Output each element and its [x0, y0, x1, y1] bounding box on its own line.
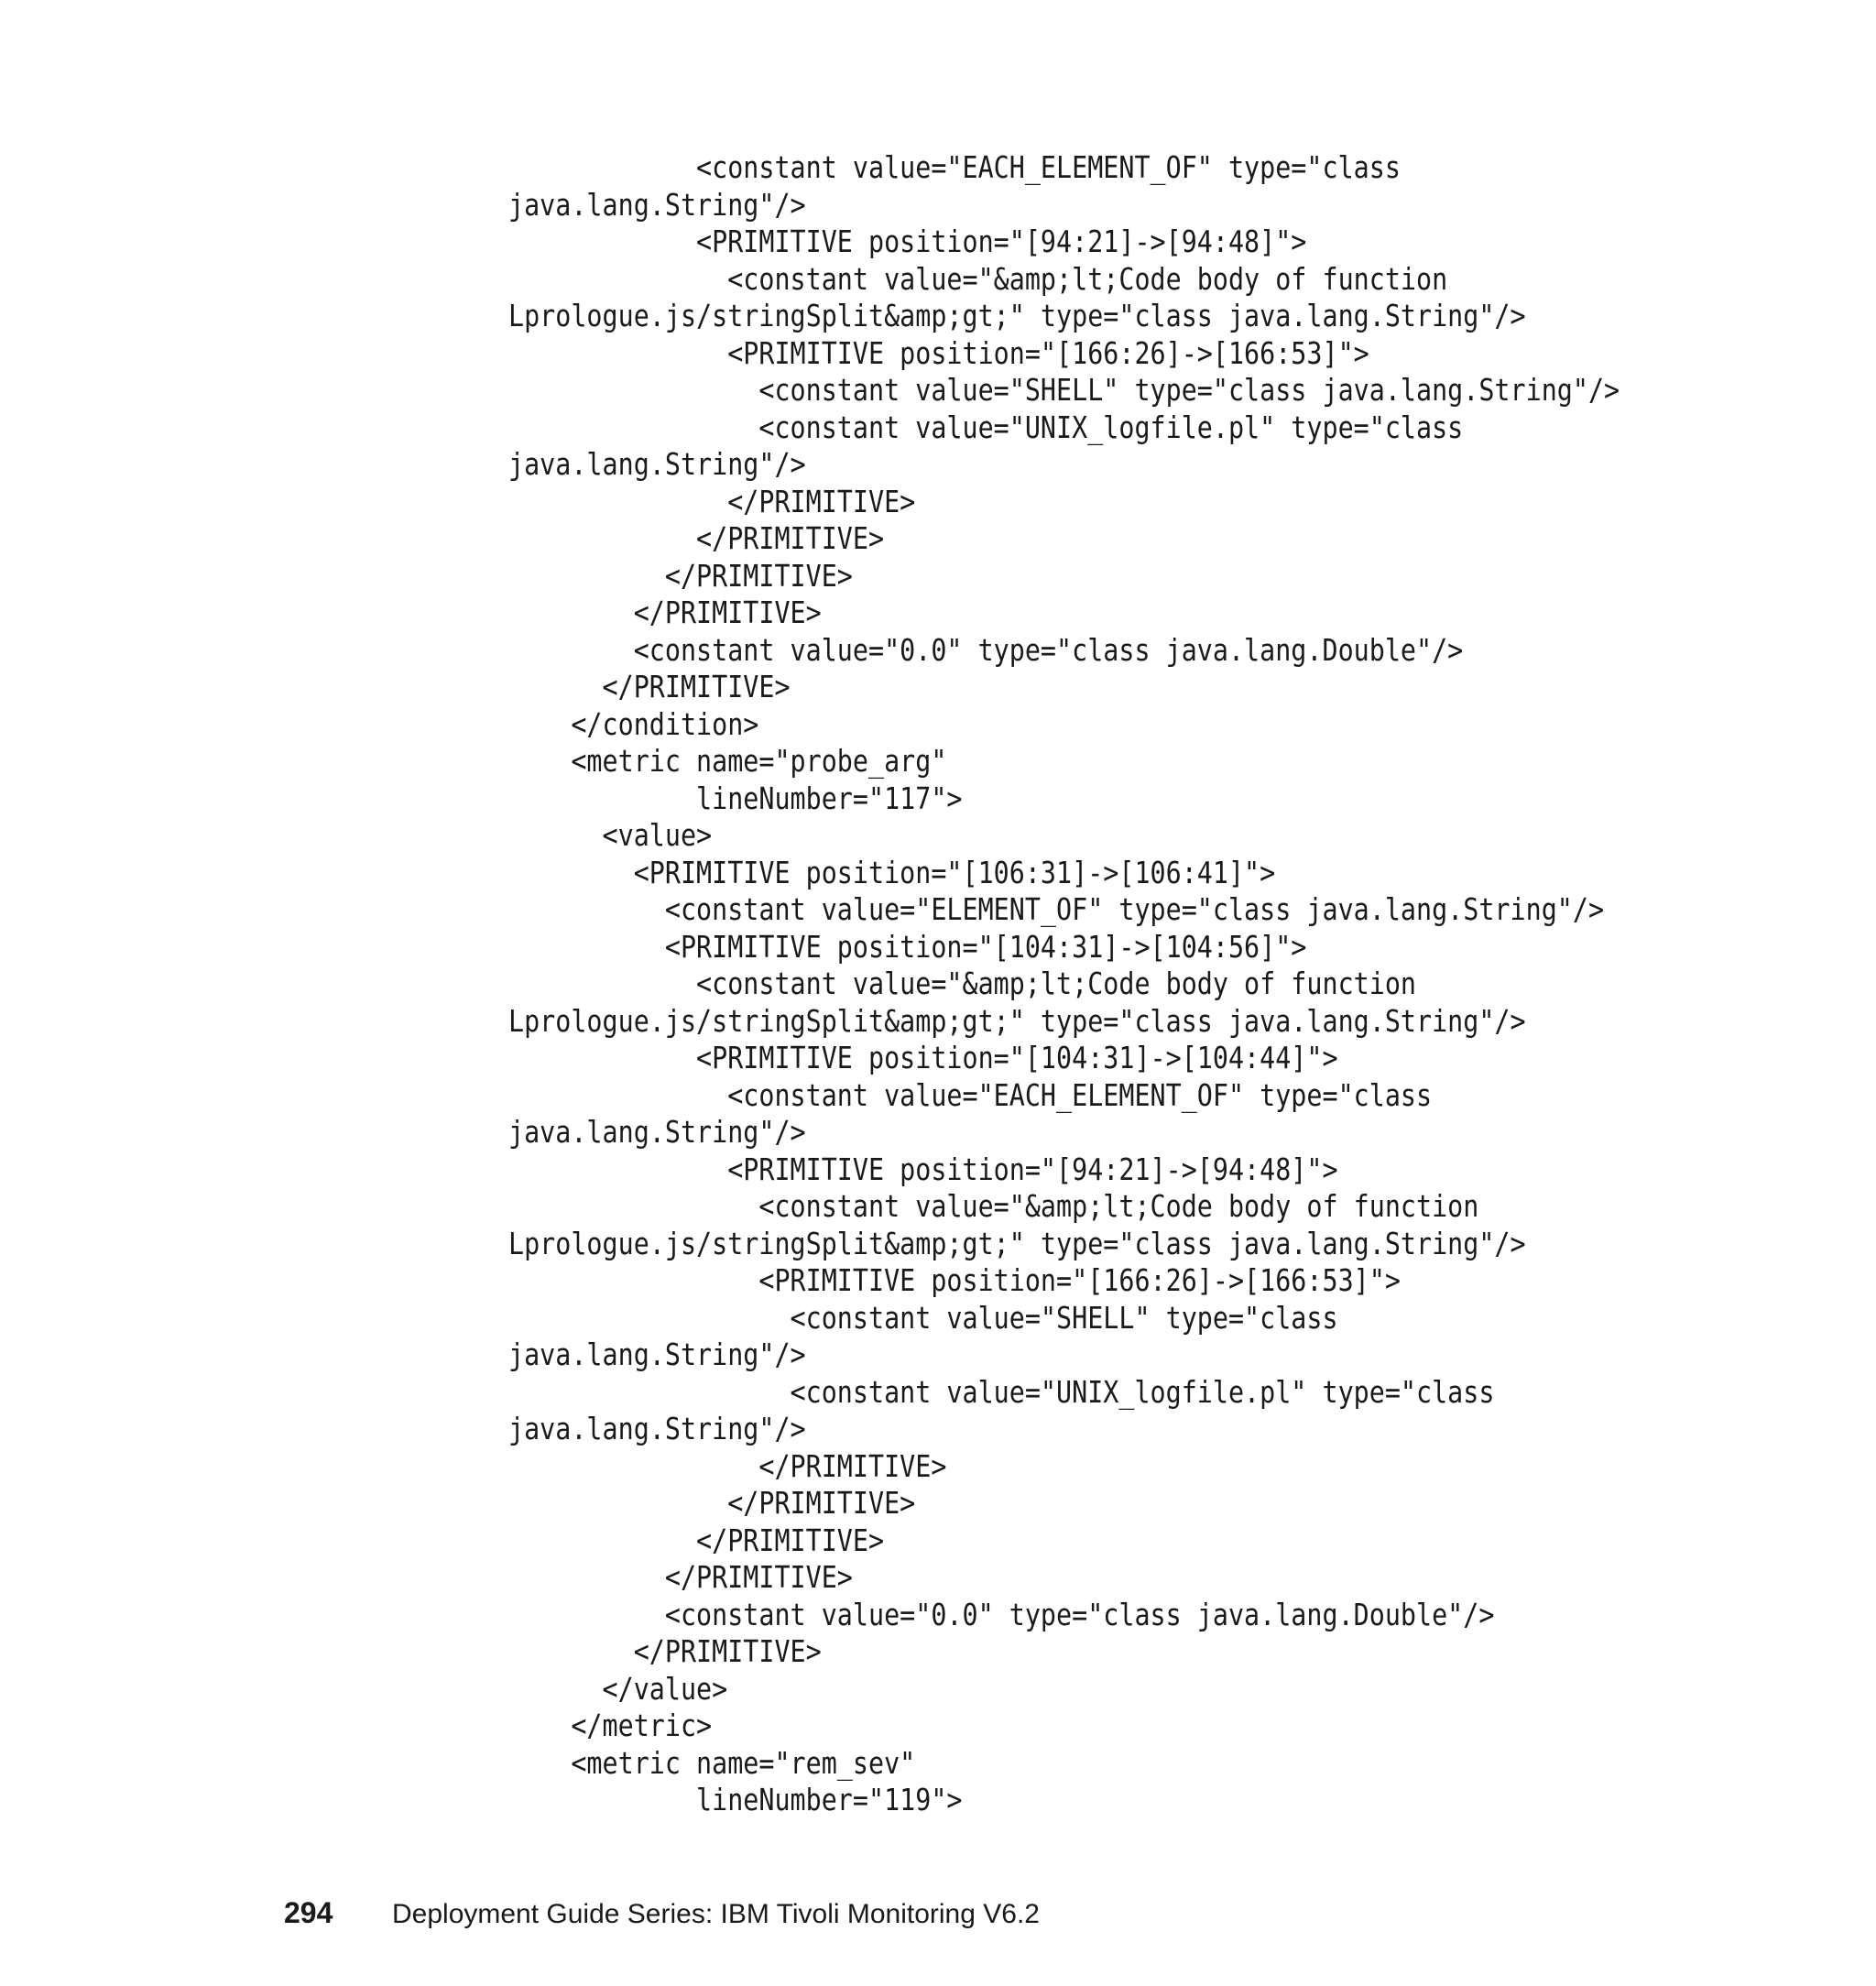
code-line: lineNumber="117">: [508, 780, 963, 816]
code-line: <metric name="probe_arg": [508, 743, 947, 779]
code-line: <PRIMITIVE position="[94:21]->[94:48]">: [508, 224, 1307, 259]
code-line: <constant value="EACH_ELEMENT_OF" type="class: [508, 149, 1401, 185]
code-line: <PRIMITIVE position="[166:26]->[166:53]">: [508, 334, 1369, 371]
code-line: <constant value="SHELL" type="class java.lang.String"/>: [508, 372, 1620, 408]
book-title: Deployment Guide Series: IBM Tivoli Monitoring V6.2: [392, 1899, 1040, 1929]
code-line: <PRIMITIVE position="[104:31]->[104:44]">: [508, 1040, 1338, 1075]
code-line: <constant value="UNIX_logfile.pl" type="class: [508, 1373, 1495, 1410]
code-line: <constant value="&amp;lt;Code body of function: [508, 260, 1448, 297]
code-line: </PRIMITIVE>: [508, 1485, 916, 1521]
code-line: <PRIMITIVE position="[166:26]->[166:53]">: [508, 1262, 1401, 1298]
code-line: <PRIMITIVE position="[104:31]->[104:56]">: [508, 928, 1307, 965]
code-line: <constant value="EACH_ELEMENT_OF" type="class: [508, 1076, 1433, 1113]
code-line: </metric>: [508, 1708, 713, 1743]
code-line: </PRIMITIVE>: [508, 520, 885, 556]
code-line: <value>: [508, 817, 713, 853]
code-line: </PRIMITIVE>: [508, 557, 853, 594]
code-line: <constant value="0.0" type="class java.lang.Double"/>: [508, 631, 1464, 668]
code-line: </condition>: [508, 705, 759, 742]
page-footer: [284, 1896, 1040, 1930]
code-line: java.lang.String"/>: [508, 446, 806, 482]
code-line: </value>: [508, 1670, 728, 1707]
code-line: <constant value="&amp;lt;Code body of function: [508, 1188, 1479, 1224]
code-line: <constant value="0.0" type="class java.lang.Double"/>: [508, 1596, 1495, 1632]
code-line: <constant value="SHELL" type="class: [508, 1299, 1338, 1336]
code-line: java.lang.String"/>: [508, 1411, 806, 1446]
code-line: <PRIMITIVE position="[94:21]->[94:48]">: [508, 1151, 1338, 1187]
code-line: <constant value="ELEMENT_OF" type="class java.lang.String"/>: [508, 891, 1605, 927]
code-line: lineNumber="119">: [508, 1782, 963, 1817]
code-line: </PRIMITIVE>: [508, 1633, 822, 1669]
page-number: 294: [284, 1896, 333, 1929]
code-line: </PRIMITIVE>: [508, 1447, 947, 1484]
code-line: Lprologue.js/stringSplit&amp;gt;" type="class java.lang.String"/>: [508, 1002, 1526, 1039]
code-line: </PRIMITIVE>: [508, 669, 791, 704]
code-line: Lprologue.js/stringSplit&amp;gt;" type="class java.lang.String"/>: [508, 1225, 1526, 1261]
code-line: </PRIMITIVE>: [508, 1559, 853, 1595]
code-line: java.lang.String"/>: [508, 186, 806, 223]
code-line: Lprologue.js/stringSplit&amp;gt;" type="class java.lang.String"/>: [508, 298, 1526, 333]
code-line: java.lang.String"/>: [508, 1114, 806, 1150]
code-line: <PRIMITIVE position="[106:31]->[106:41]">: [508, 854, 1276, 890]
code-line: <metric name="rem_sev": [508, 1744, 916, 1781]
code-line: <constant value="&amp;lt;Code body of function: [508, 966, 1417, 1001]
code-line: java.lang.String"/>: [508, 1337, 806, 1372]
code-line: </PRIMITIVE>: [508, 483, 916, 519]
code-line: </PRIMITIVE>: [508, 1522, 885, 1558]
code-line: </PRIMITIVE>: [508, 595, 822, 630]
code-listing: [508, 149, 1620, 1819]
code-line: <constant value="UNIX_logfile.pl" type="class: [508, 409, 1464, 445]
